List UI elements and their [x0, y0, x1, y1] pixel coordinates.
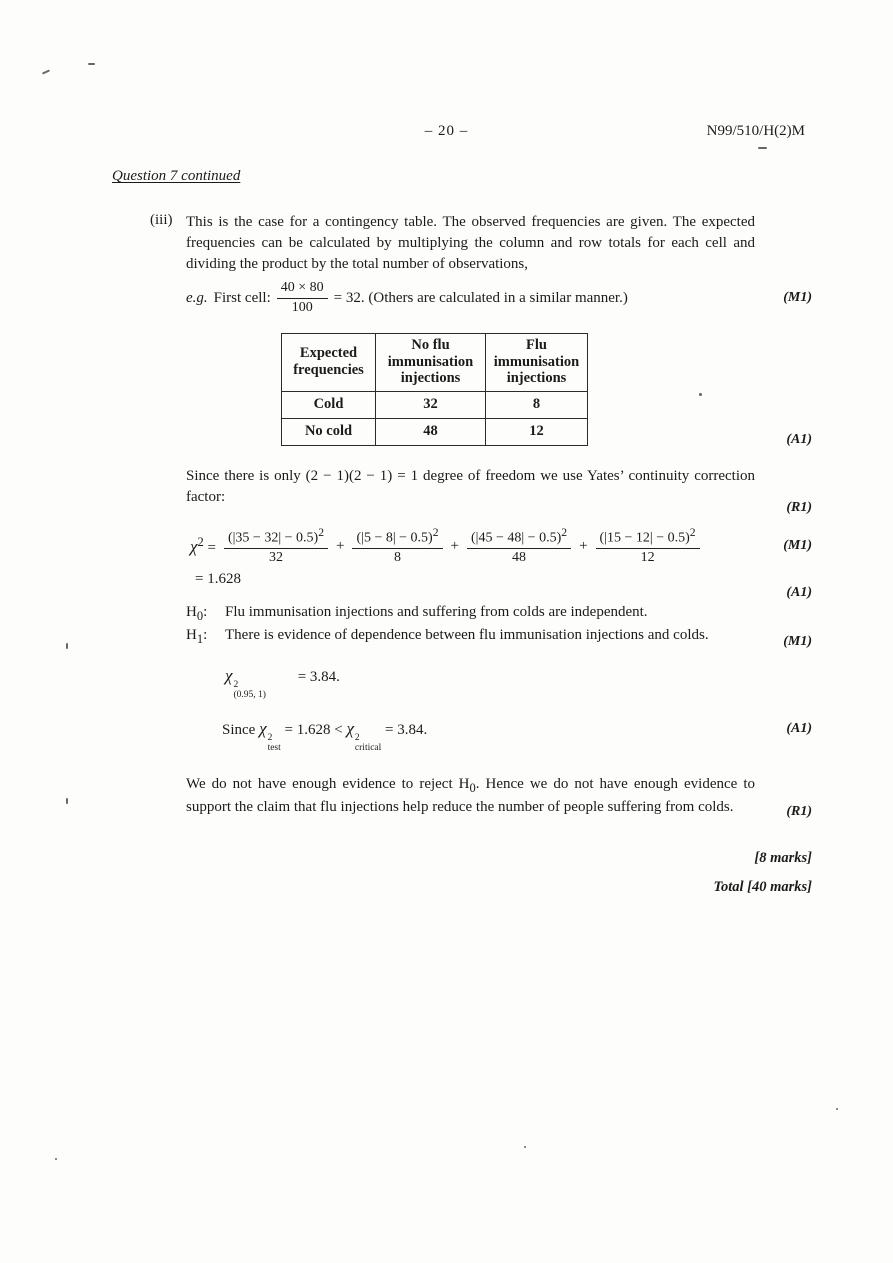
scan-speck — [66, 798, 68, 804]
table-block — [281, 333, 812, 448]
question-marks-total: [8 marks] — [754, 850, 812, 867]
formula-term — [352, 526, 442, 567]
intro-paragraph: This is the case for a contingency table. The observed frequencies are given. The expected frequencies can be calculated by multiplying the column and row totals for each cell and dividing the product by the total number of observations, — [186, 214, 755, 272]
conclusion-text: We do not have enough evidence to reject $H_0$. Hence we do not have enough evidence to support the claim that flu injections help reduce the number of people suffering from colds. — [186, 775, 756, 816]
alternative-hypothesis — [186, 625, 812, 648]
scan-speck — [836, 1108, 838, 1110]
term-denominator: 32 — [268, 550, 283, 566]
chi-squared-formula — [190, 526, 812, 567]
critical-value-line — [225, 666, 812, 701]
example-fraction — [277, 280, 328, 317]
formula-term — [596, 526, 700, 567]
chi-test-notation: χ 2 test — [259, 719, 281, 753]
table-row — [282, 418, 588, 445]
mark-a1: (A1) — [786, 431, 812, 447]
mark-r1: (R1) — [786, 499, 812, 515]
term-numerator: $(|15 - 12| - 0.5)^2$ — [596, 526, 700, 549]
term-denominator: 8 — [394, 550, 402, 566]
h0-text: Flu immunisation injections and suffering from colds are independent. — [225, 603, 648, 620]
solution-content — [150, 212, 812, 896]
null-hypothesis — [186, 602, 812, 625]
formula-term — [467, 526, 571, 567]
formula-result-line — [195, 570, 812, 600]
scan-speck — [55, 1158, 57, 1160]
mark-a1: (A1) — [786, 721, 812, 737]
cell-value: 32 — [376, 391, 486, 418]
conclusion-paragraph — [186, 774, 812, 819]
scan-speck — [42, 69, 50, 74]
scan-speck — [758, 147, 767, 149]
plus-sign: + — [450, 537, 460, 554]
eg-lead: First cell: — [213, 289, 271, 306]
paper-total-marks: Total [40 marks] — [713, 879, 812, 896]
chi-symbol: χ — [190, 537, 198, 557]
formula-term — [224, 526, 328, 567]
mark-m1: (M1) — [783, 538, 812, 554]
chi-exponent: 2 — [197, 535, 204, 550]
table-col-flu: Flu immunisation injections — [486, 333, 588, 391]
term-denominator: 12 — [640, 550, 655, 566]
equals-sign: = — [207, 540, 216, 557]
eg-abbrev: e.g. — [186, 289, 208, 306]
term-numerator: $(|35 - 32| - 0.5)^2$ — [224, 526, 328, 549]
formula-lhs — [190, 535, 216, 557]
hypotheses — [186, 602, 812, 648]
h1-label: $H_1$: — [186, 626, 208, 646]
table-corner-header: Expected frequencies — [282, 333, 376, 391]
formula-result: = 1.628 — [195, 570, 241, 587]
mark-r1: (R1) — [786, 804, 812, 820]
h1-text: There is evidence of dependence between flu immunisation injections and colds. — [225, 626, 709, 643]
term-numerator: $(|5 - 8| - 0.5)^2$ — [352, 526, 442, 549]
scan-speck — [524, 1146, 526, 1148]
comparison-lead: Since — [222, 722, 256, 739]
scan-speck — [88, 63, 95, 65]
question-continued-heading: Question 7 continued — [112, 168, 241, 184]
mark-m1: (M1) — [783, 290, 812, 306]
comparison-mid: = 1.628 < — [284, 722, 343, 739]
chi-critical-notation: χ 2 critical — [346, 719, 382, 753]
cell-value: 48 — [376, 418, 486, 445]
mark-a1: (A1) — [786, 584, 812, 600]
plus-sign: + — [579, 537, 588, 554]
table-row — [282, 391, 588, 418]
part-iii-block — [150, 212, 812, 275]
table-header-row — [282, 333, 588, 391]
h0-label: $H_0$: — [186, 603, 208, 623]
critical-value: = 3.84. — [297, 669, 340, 686]
yates-text: Since there is only (2 − 1)(2 − 1) = 1 degree of freedom we use Yates’ continuity correction factor: — [186, 467, 755, 505]
mark-m1: (M1) — [783, 634, 812, 650]
expected-frequencies-table — [281, 333, 588, 446]
cell-value: 8 — [486, 391, 588, 418]
cell-value: 12 — [486, 418, 588, 445]
row-label-no-cold: No cold — [282, 418, 376, 445]
comparison-line — [222, 719, 812, 754]
eg-tail: = 32. (Others are calculated in a similar manner.) — [333, 289, 628, 306]
plus-sign: + — [336, 537, 345, 554]
yates-paragraph — [186, 466, 812, 515]
row-label-cold: Cold — [282, 391, 376, 418]
example-line — [186, 280, 812, 317]
page-number: – 20 – — [424, 123, 469, 139]
doc-code: N99/510/H(2)M — [706, 123, 805, 139]
comparison-tail: = 3.84. — [385, 722, 428, 739]
term-numerator: $(|45 - 48| - 0.5)^2$ — [467, 526, 571, 549]
fraction-numerator: 40 × 80 — [277, 280, 328, 299]
scan-speck — [66, 643, 68, 649]
chi-critical-notation: χ 2 (0.95, 1) — [225, 666, 266, 701]
term-denominator: 48 — [512, 550, 527, 566]
fraction-denominator: 100 — [291, 299, 313, 315]
part-label: (iii) — [150, 212, 173, 228]
table-col-no-flu: No flu immunisation injections — [376, 333, 486, 391]
